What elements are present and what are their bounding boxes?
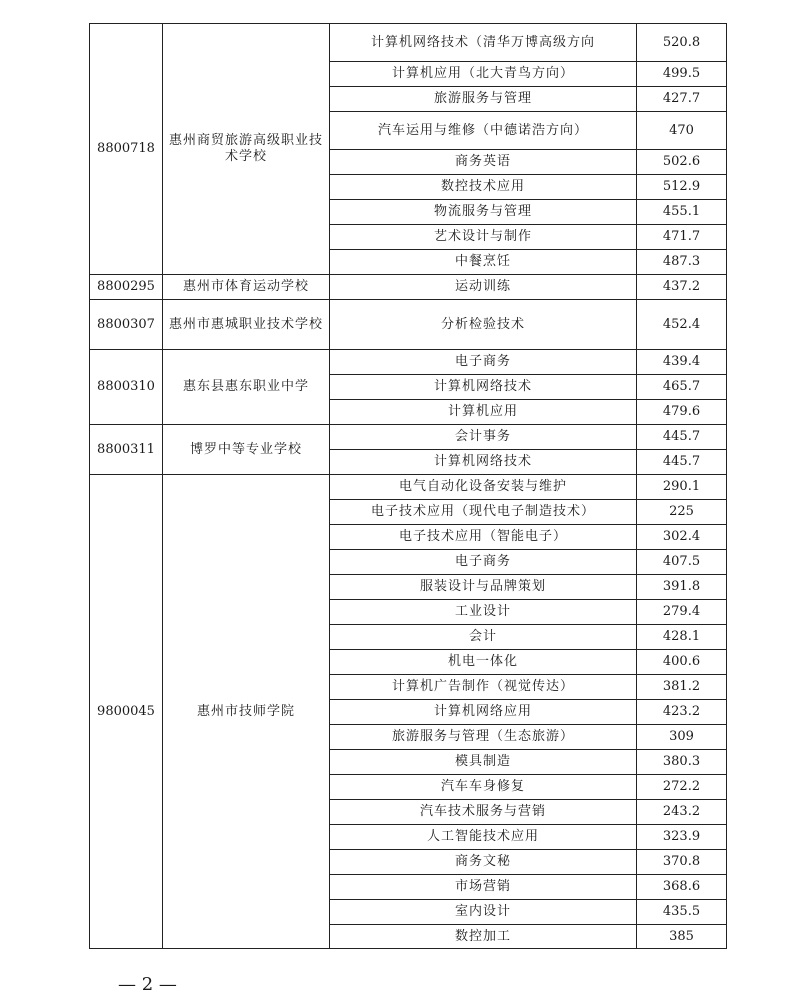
score-cell: 512.9 [637,175,727,200]
score-cell: 368.6 [637,875,727,900]
score-cell: 380.3 [637,750,727,775]
score-cell: 225 [637,500,727,525]
score-cell: 452.4 [637,300,727,350]
major-name-cell: 计算机应用 [330,400,637,425]
score-cell: 323.9 [637,825,727,850]
score-cell: 479.6 [637,400,727,425]
score-cell: 427.7 [637,87,727,112]
score-cell: 272.2 [637,775,727,800]
major-name-cell: 艺术设计与制作 [330,225,637,250]
major-name-cell: 计算机广告制作（视觉传达） [330,675,637,700]
major-name-cell: 市场营销 [330,875,637,900]
school-code-cell: 8800307 [90,300,163,350]
score-cell: 391.8 [637,575,727,600]
score-cell: 309 [637,725,727,750]
table-body [90,24,727,949]
major-name-cell: 数控技术应用 [330,175,637,200]
score-cell: 502.6 [637,150,727,175]
school-code-cell: 8800718 [90,24,163,275]
score-cell: 428.1 [637,625,727,650]
school-name-cell: 惠州市体育运动学校 [163,275,330,300]
score-cell: 520.8 [637,24,727,62]
score-cell: 439.4 [637,350,727,375]
score-cell: 290.1 [637,475,727,500]
major-name-cell: 电子商务 [330,350,637,375]
major-name-cell: 电气自动化设备安装与维护 [330,475,637,500]
major-name-cell: 室内设计 [330,900,637,925]
major-name-cell: 汽车运用与维修（中德诺浩方向） [330,112,637,150]
school-name-cell: 惠东县惠东职业中学 [163,350,330,425]
score-cell: 445.7 [637,425,727,450]
table-row [90,350,727,375]
table-row [90,425,727,450]
school-code-cell: 9800045 [90,475,163,949]
major-name-cell: 计算机网络技术 [330,375,637,400]
major-name-cell: 计算机应用（北大青鸟方向） [330,62,637,87]
school-name-cell: 惠州商贸旅游高级职业技术学校 [163,24,330,275]
score-cell: 470 [637,112,727,150]
score-cell: 445.7 [637,450,727,475]
table-row [90,275,727,300]
score-cell: 499.5 [637,62,727,87]
score-cell: 400.6 [637,650,727,675]
score-cell: 487.3 [637,250,727,275]
major-name-cell: 会计 [330,625,637,650]
score-cell: 455.1 [637,200,727,225]
school-code-cell: 8800310 [90,350,163,425]
score-cell: 423.2 [637,700,727,725]
admission-score-table [89,23,727,949]
score-cell: 370.8 [637,850,727,875]
major-name-cell: 汽车车身修复 [330,775,637,800]
score-cell: 243.2 [637,800,727,825]
score-cell: 435.5 [637,900,727,925]
score-cell: 385 [637,925,727,949]
major-name-cell: 机电一体化 [330,650,637,675]
major-name-cell: 服装设计与品牌策划 [330,575,637,600]
school-name-cell: 博罗中等专业学校 [163,425,330,475]
page-number: — 2 — [118,974,177,995]
table-row [90,24,727,62]
score-cell: 407.5 [637,550,727,575]
major-name-cell: 商务文秘 [330,850,637,875]
score-cell: 471.7 [637,225,727,250]
major-name-cell: 物流服务与管理 [330,200,637,225]
score-cell: 465.7 [637,375,727,400]
school-code-cell: 8800311 [90,425,163,475]
major-name-cell: 电子商务 [330,550,637,575]
table-row [90,300,727,350]
major-name-cell: 旅游服务与管理 [330,87,637,112]
major-name-cell: 数控加工 [330,925,637,949]
school-code-cell: 8800295 [90,275,163,300]
major-name-cell: 计算机网络应用 [330,700,637,725]
score-cell: 437.2 [637,275,727,300]
score-cell: 381.2 [637,675,727,700]
school-name-cell: 惠州市惠城职业技术学校 [163,300,330,350]
major-name-cell: 运动训练 [330,275,637,300]
score-cell: 279.4 [637,600,727,625]
major-name-cell: 计算机网络技术（清华万博高级方向 [330,24,637,62]
major-name-cell: 模具制造 [330,750,637,775]
major-name-cell: 工业设计 [330,600,637,625]
major-name-cell: 会计事务 [330,425,637,450]
school-name-cell: 惠州市技师学院 [163,475,330,949]
major-name-cell: 分析检验技术 [330,300,637,350]
major-name-cell: 电子技术应用（现代电子制造技术） [330,500,637,525]
major-name-cell: 汽车技术服务与营销 [330,800,637,825]
table-row [90,475,727,500]
major-name-cell: 人工智能技术应用 [330,825,637,850]
major-name-cell: 商务英语 [330,150,637,175]
score-cell: 302.4 [637,525,727,550]
major-name-cell: 中餐烹饪 [330,250,637,275]
major-name-cell: 计算机网络技术 [330,450,637,475]
major-name-cell: 旅游服务与管理（生态旅游） [330,725,637,750]
major-name-cell: 电子技术应用（智能电子） [330,525,637,550]
